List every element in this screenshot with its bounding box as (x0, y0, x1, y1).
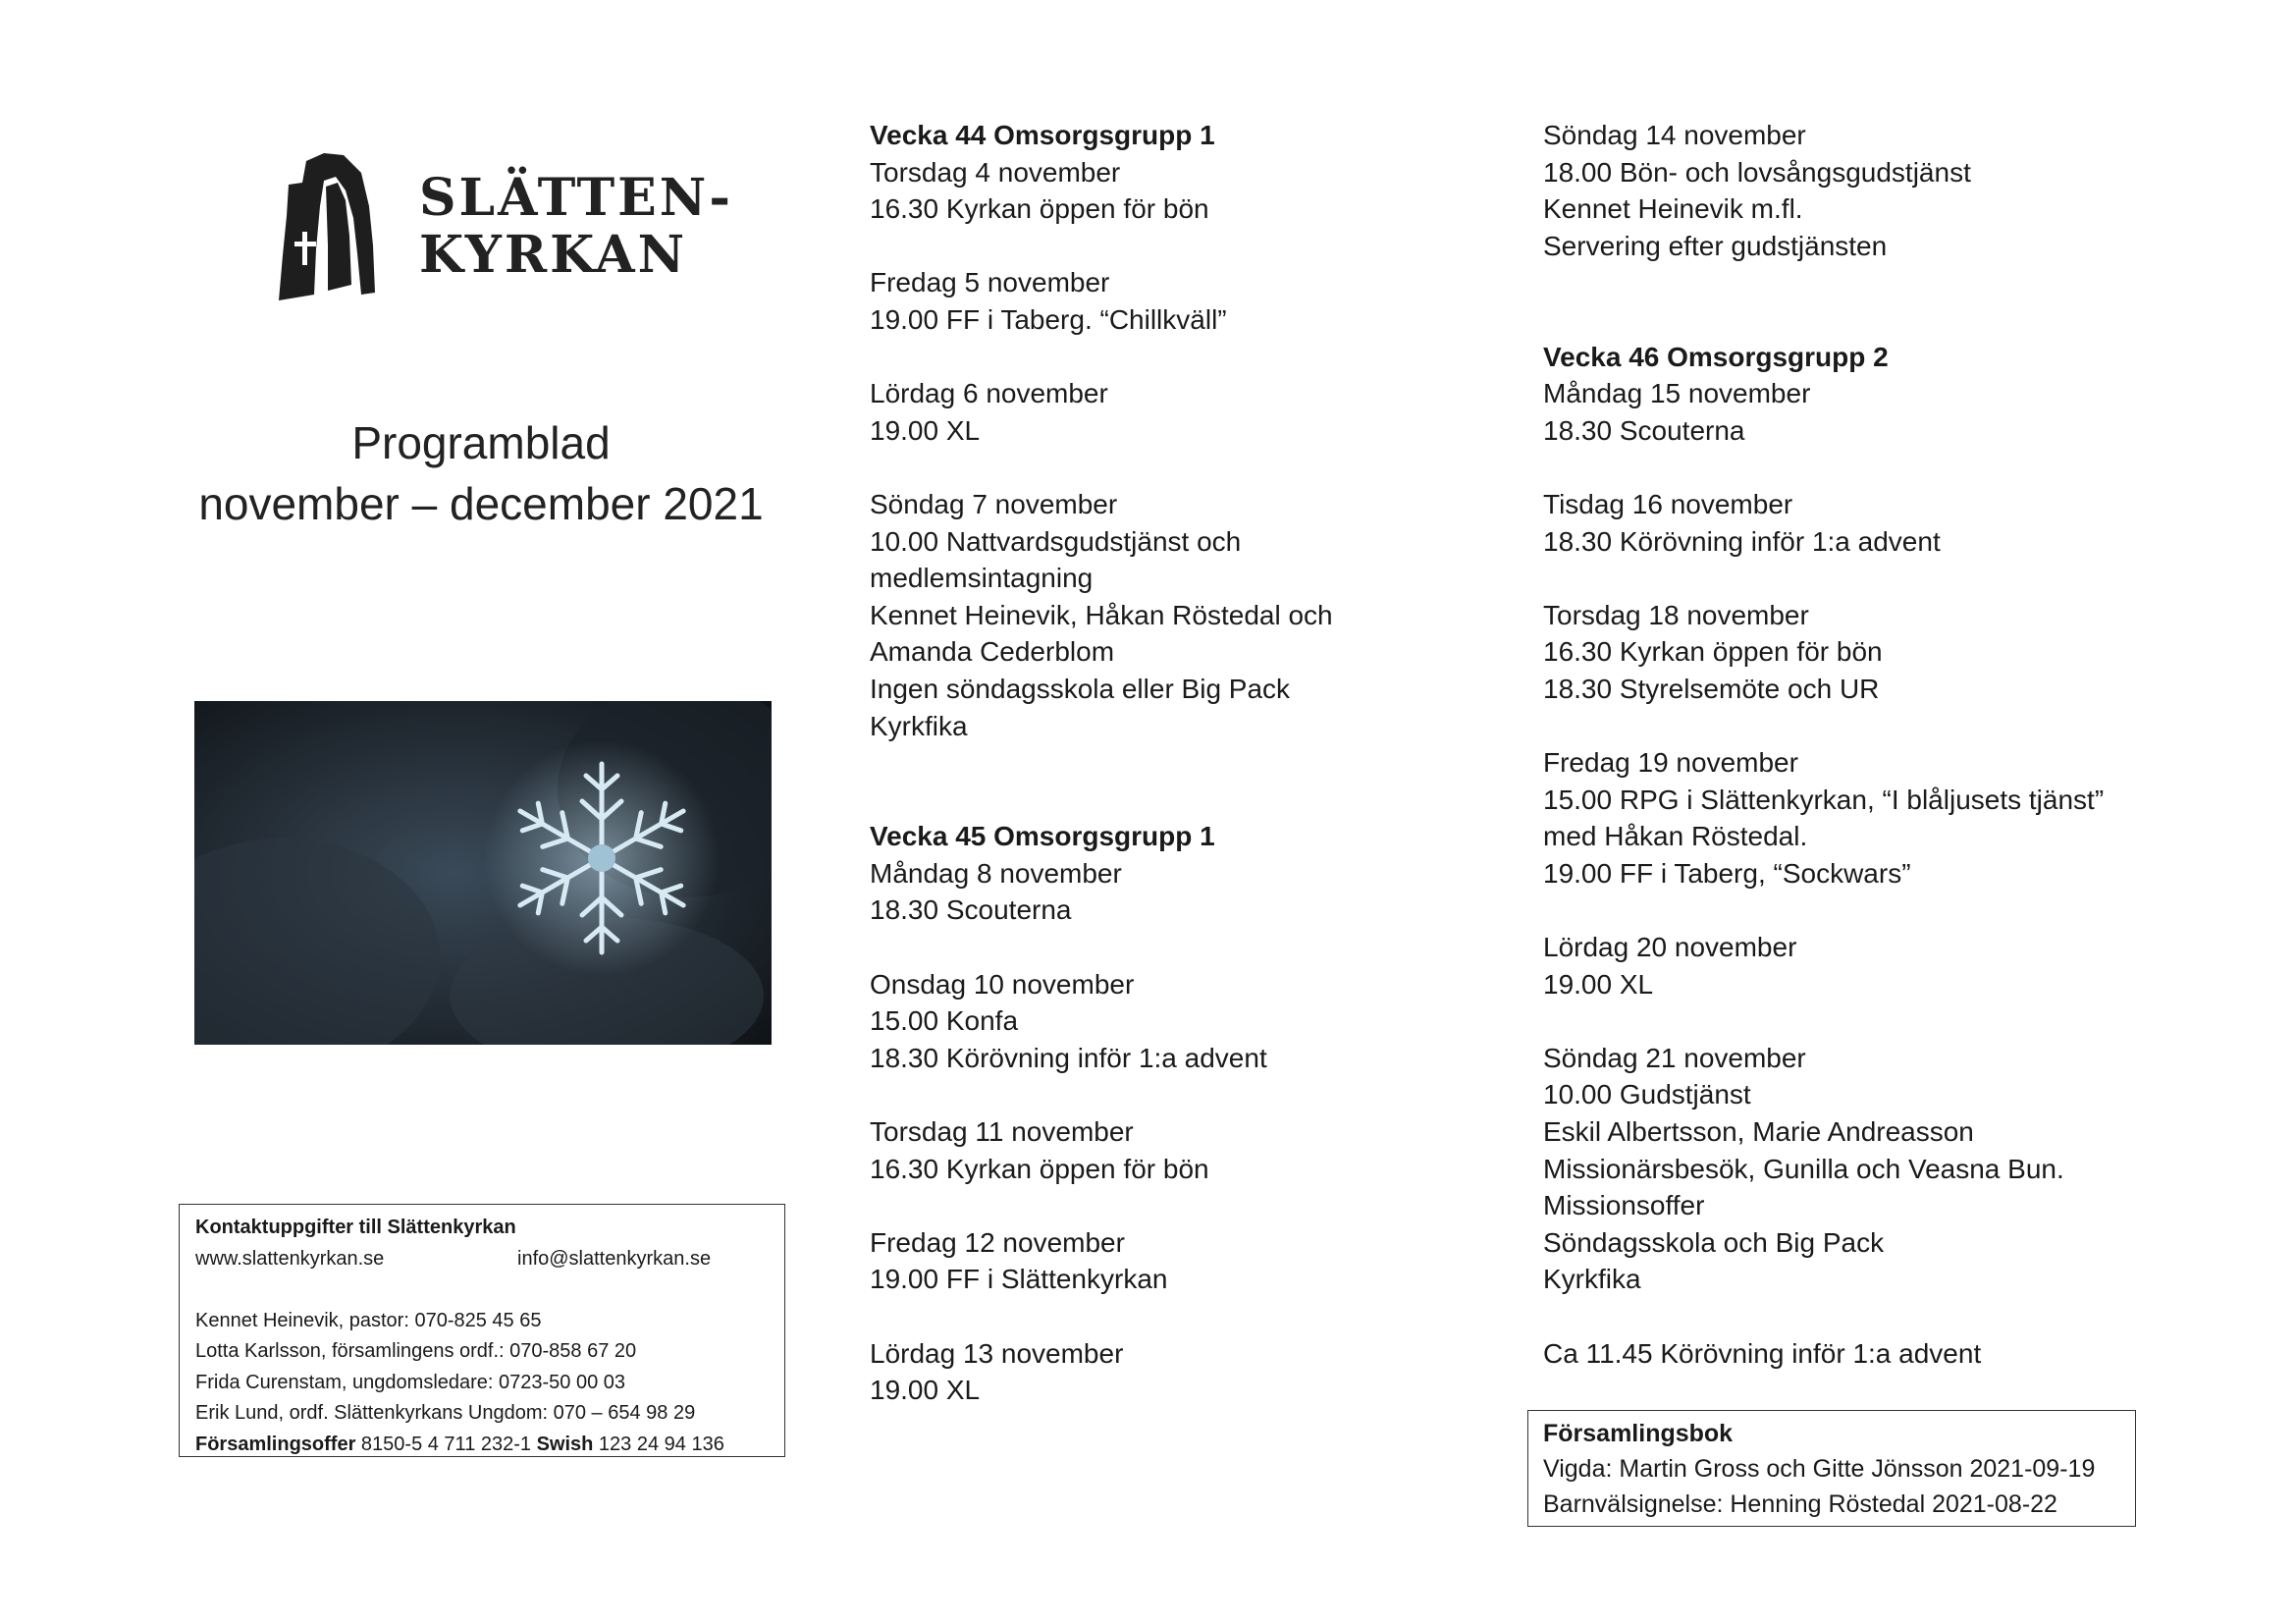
title-line-1: Programblad (351, 417, 611, 468)
church-logo (267, 147, 733, 304)
parish-register-box (1527, 1410, 2136, 1527)
title-line-2: november – december 2021 (198, 478, 764, 529)
snowflake-photo (194, 701, 772, 1045)
schedule-line: Onsdag 10 november (870, 968, 1135, 1000)
schedule-line: Missionsoffer (1543, 1190, 1705, 1221)
blank-line (870, 1076, 1333, 1113)
contact-person: Erik Lund, ordf. Slättenkyrkans Ungdom: 070 – 654 98 29 (195, 1402, 696, 1424)
payment-info (195, 1430, 769, 1461)
week-heading: Vecka 46 Omsorgsgrupp 2 (1543, 341, 1889, 372)
page-title (147, 412, 815, 534)
schedule-line: 18.30 Styrelsemöte och UR (1543, 673, 1880, 704)
schedule-line: 18.30 Körövning inför 1:a advent (870, 1042, 1267, 1073)
schedule-line: 16.30 Kyrkan öppen för bön (870, 1153, 1209, 1184)
schedule-line: Lördag 20 november (1543, 932, 1797, 963)
contact-heading: Kontaktuppgifter till Slättenkyrkan (195, 1217, 516, 1238)
schedule-line: Ca 11.45 Körövning inför 1:a advent (1543, 1337, 1982, 1369)
schedule-line: 19.00 FF i Taberg, “Sockwars” (1543, 857, 1911, 889)
schedule-line: Tisdag 16 november (1543, 488, 1793, 519)
schedule-line: Fredag 19 november (1543, 747, 1798, 779)
schedule-line: 19.00 XL (1543, 968, 1654, 1000)
schedule-line: 18.30 Körövning inför 1:a advent (1543, 525, 1941, 557)
contact-links (195, 1244, 769, 1275)
blank-line (1543, 1002, 2104, 1040)
blank-line (870, 1187, 1333, 1224)
schedule-line: Amanda Cederblom (870, 636, 1115, 668)
schedule-line: Servering efter gudstjänsten (1543, 230, 1888, 261)
schedule-line: Fredag 5 november (870, 267, 1110, 298)
schedule-line: Måndag 15 november (1543, 378, 1811, 409)
blank-line (870, 339, 1333, 376)
blank-line (1543, 301, 2104, 339)
blank-line (1543, 708, 2104, 745)
blank-line (870, 1298, 1333, 1335)
week-heading: Vecka 44 Omsorgsgrupp 1 (870, 120, 1215, 150)
schedule-line: Söndagsskola och Big Pack (1543, 1226, 1885, 1258)
email-link[interactable]: info@slattenkyrkan.se (517, 1247, 712, 1270)
schedule-line: 18.30 Scouterna (870, 894, 1072, 926)
schedule-line: Lördag 13 november (870, 1337, 1124, 1369)
blank-line (1543, 560, 2104, 597)
register-entry: Vigda: Martin Gross och Gitte Jönsson 2021-09-19 (1543, 1455, 2096, 1483)
logo-line-2: KYRKAN (419, 225, 688, 285)
week-heading: Vecka 45 Omsorgsgrupp 1 (870, 821, 1215, 852)
schedule-line: 16.30 Kyrkan öppen för bön (870, 193, 1209, 225)
snowflake-image (194, 701, 772, 1045)
schedule-line: 19.00 XL (870, 1375, 981, 1406)
schedule-line: Eskil Albertsson, Marie Andreasson (1543, 1116, 1974, 1148)
schedule-line: 15.00 RPG i Slättenkyrkan, “I blåljusets tjänst” (1543, 784, 2105, 815)
schedule-line: Fredag 12 november (870, 1226, 1125, 1258)
schedule-line: Kyrkfika (1543, 1264, 1641, 1295)
schedule-line: Torsdag 11 november (870, 1116, 1134, 1148)
schedule-line: Torsdag 4 november (870, 156, 1121, 188)
church-building-icon (267, 147, 404, 304)
blank-line (870, 744, 1333, 782)
swish-label: Swish (536, 1433, 594, 1455)
register-entry: Barnvälsignelse: Henning Röstedal 2021-08-22 (1543, 1490, 2057, 1518)
schedule-line: 18.30 Scouterna (1543, 414, 1745, 446)
schedule-line: Ingen söndagsskola eller Big Pack (870, 673, 1291, 704)
blank-line (870, 782, 1333, 819)
schedule-line: Söndag 7 november (870, 488, 1118, 519)
blank-line (870, 929, 1333, 966)
logo-line-1: SLÄTTEN- (419, 168, 733, 228)
schedule-line: 19.00 FF i Taberg. “Chillkväll” (870, 303, 1227, 335)
blank-line (1543, 1298, 2104, 1335)
schedule-line: Söndag 21 november (1543, 1042, 1806, 1073)
blank-line (1543, 264, 2104, 301)
blank-line (870, 449, 1333, 486)
blank-line (1543, 892, 2104, 929)
schedule-line: Kyrkfika (870, 710, 968, 741)
contact-box (179, 1204, 785, 1457)
schedule-line: med Håkan Röstedal. (1543, 821, 1808, 852)
schedule-column-weeks-44-45 (870, 117, 1333, 1409)
schedule-line: 18.00 Bön- och lovsångsgudstjänst (1543, 156, 1971, 188)
schedule-line: Kennet Heinevik, Håkan Röstedal och (870, 599, 1333, 630)
offer-value: 8150-5 4 711 232-1 (355, 1433, 537, 1455)
schedule-column-week-46 (1543, 117, 2104, 1372)
schedule-line: 19.00 FF i Slättenkyrkan (870, 1264, 1168, 1295)
schedule-line: 19.00 XL (870, 414, 981, 446)
contact-person: Lotta Karlsson, församlingens ordf.: 070-858 67 20 (195, 1340, 637, 1362)
schedule-line: Söndag 14 november (1543, 120, 1806, 150)
schedule-line: medlemsintagning (870, 563, 1094, 594)
schedule-line: 10.00 Nattvardsgudstjänst och (870, 525, 1242, 557)
schedule-line: Torsdag 18 november (1543, 599, 1809, 630)
schedule-line: 16.30 Kyrkan öppen för bön (1543, 636, 1883, 668)
blank-line (1543, 449, 2104, 486)
schedule-line: Kennet Heinevik m.fl. (1543, 193, 1803, 225)
spacer (195, 1274, 769, 1306)
schedule-line: Måndag 8 november (870, 857, 1122, 889)
contact-person: Frida Curenstam, ungdomsledare: 0723-50 00 03 (195, 1371, 626, 1393)
website-link[interactable]: www.slattenkyrkan.se (195, 1247, 385, 1270)
blank-line (870, 228, 1333, 265)
contact-person: Kennet Heinevik, pastor: 070-825 45 65 (195, 1309, 542, 1331)
register-heading: Församlingsbok (1543, 1420, 1734, 1447)
schedule-line: Missionärsbesök, Gunilla och Veasna Bun. (1543, 1153, 2064, 1184)
schedule-line: 15.00 Konfa (870, 1005, 1019, 1037)
schedule-line: 10.00 Gudstjänst (1543, 1079, 1751, 1110)
schedule-line: Lördag 6 november (870, 378, 1108, 409)
offer-label: Församlingsoffer (195, 1433, 356, 1455)
swish-value: 123 24 94 136 (593, 1433, 724, 1455)
